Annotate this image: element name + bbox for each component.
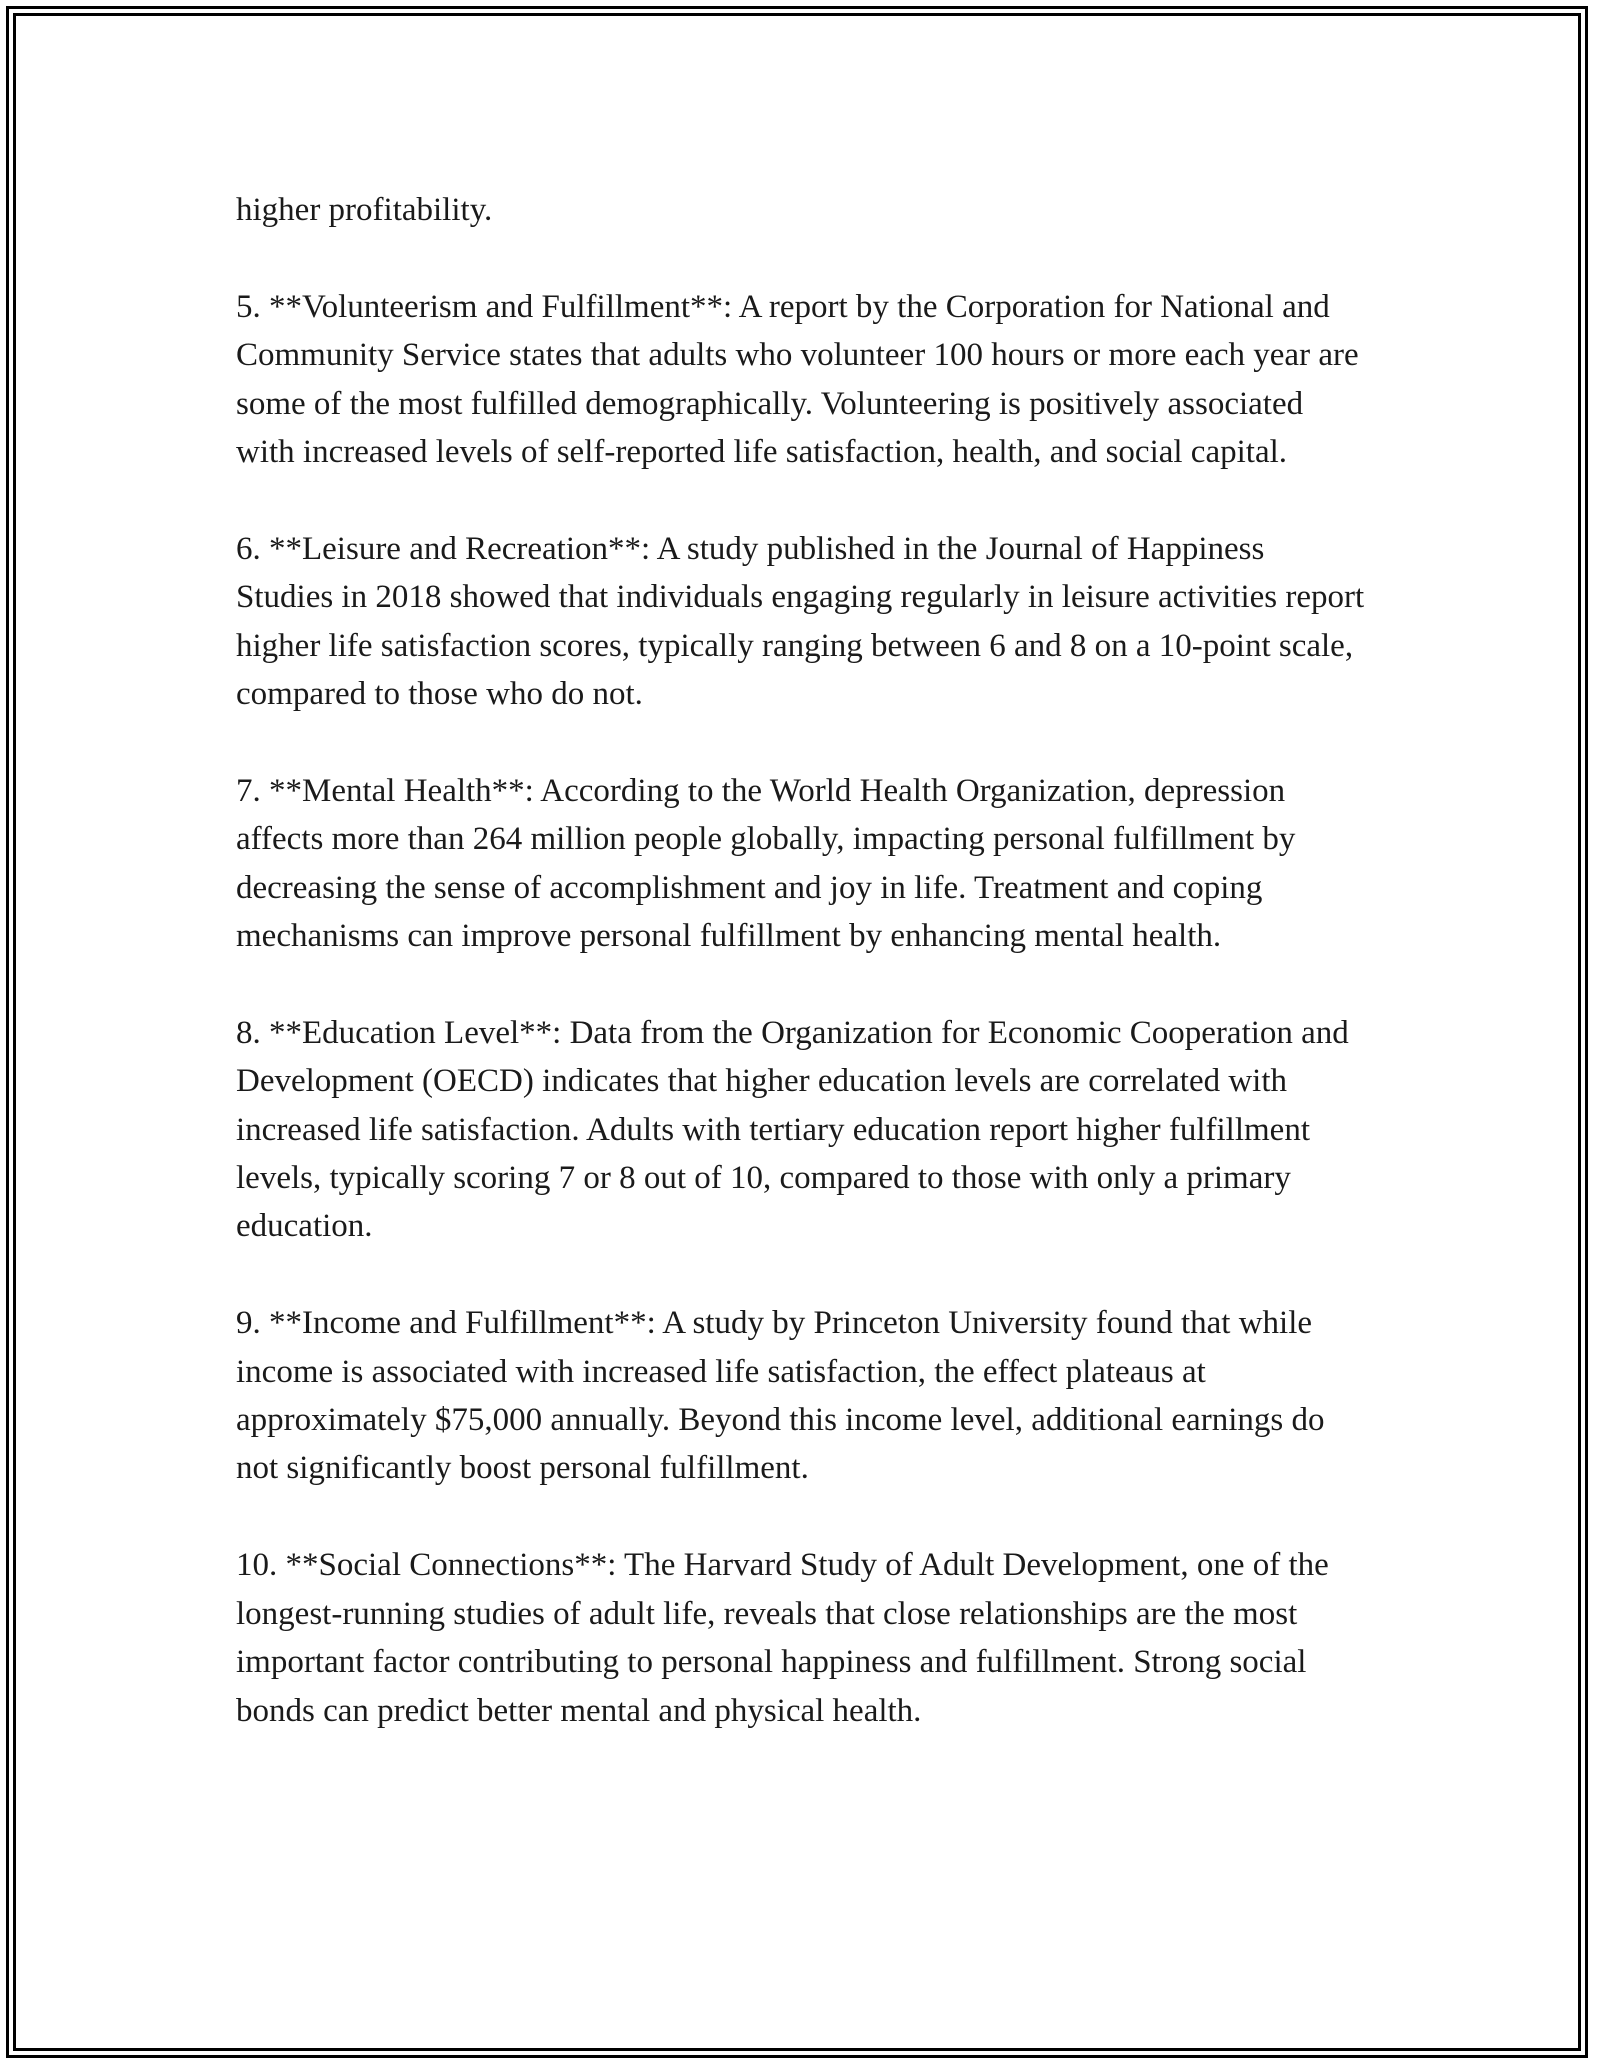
paragraph-mental-health: 7. **Mental Health**: According to the World Health Organization, depression affects more than 264 million people globally, impacting personal fulfillment by decreasing the sense of accomplishment and joy in life. Treatment and coping mechanisms can improve personal fulfillment by enhancing mental health. bbox=[236, 772, 1296, 955]
paragraph-volunteerism: 5. **Volunteerism and Fulfillment**: A report by the Corporation for National and Community Service states that adults who volunteer 100 hours or more each year are some of the most fulfilled demographically. Volunteering is positively associated with increased levels of self-reported life satisfaction, health, and social capital. bbox=[236, 288, 1359, 471]
paragraph-leisure: 6. **Leisure and Recreation**: A study published in the Journal of Happiness Studies in 2018 showed that individuals engaging regularly in leisure activities report higher life satisfaction scores, typically ranging between 6 and 8 on a 10-point scale, compared to those who do not. bbox=[236, 530, 1365, 713]
paragraph-income: 9. **Income and Fulfillment**: A study by Princeton University found that while income is associated with increased life satisfaction, the effect plateaus at approximately $75,000 annually. Beyond this income level, additional earnings do not significantly boost personal fulfillment. bbox=[236, 1305, 1325, 1487]
document-body bbox=[236, 186, 1366, 1783]
paragraph-continuation: higher profitability. bbox=[236, 192, 493, 228]
paragraph-social-connections: 10. **Social Connections**: The Harvard Study of Adult Development, one of the longest-running studies of adult life, reveals that close relationships are the most important factor contributing to personal happiness and fulfillment. Strong social bonds can predict better mental and physical health. bbox=[236, 1547, 1329, 1729]
paragraph-education: 8. **Education Level**: Data from the Organization for Economic Cooperation and Development (OECD) indicates that higher education levels are correlated with increased life satisfaction. Adults with tertiary education report higher fulfillment levels, typically scoring 7 or 8 out of 10, compared to those with only a primary education. bbox=[236, 1014, 1349, 1245]
